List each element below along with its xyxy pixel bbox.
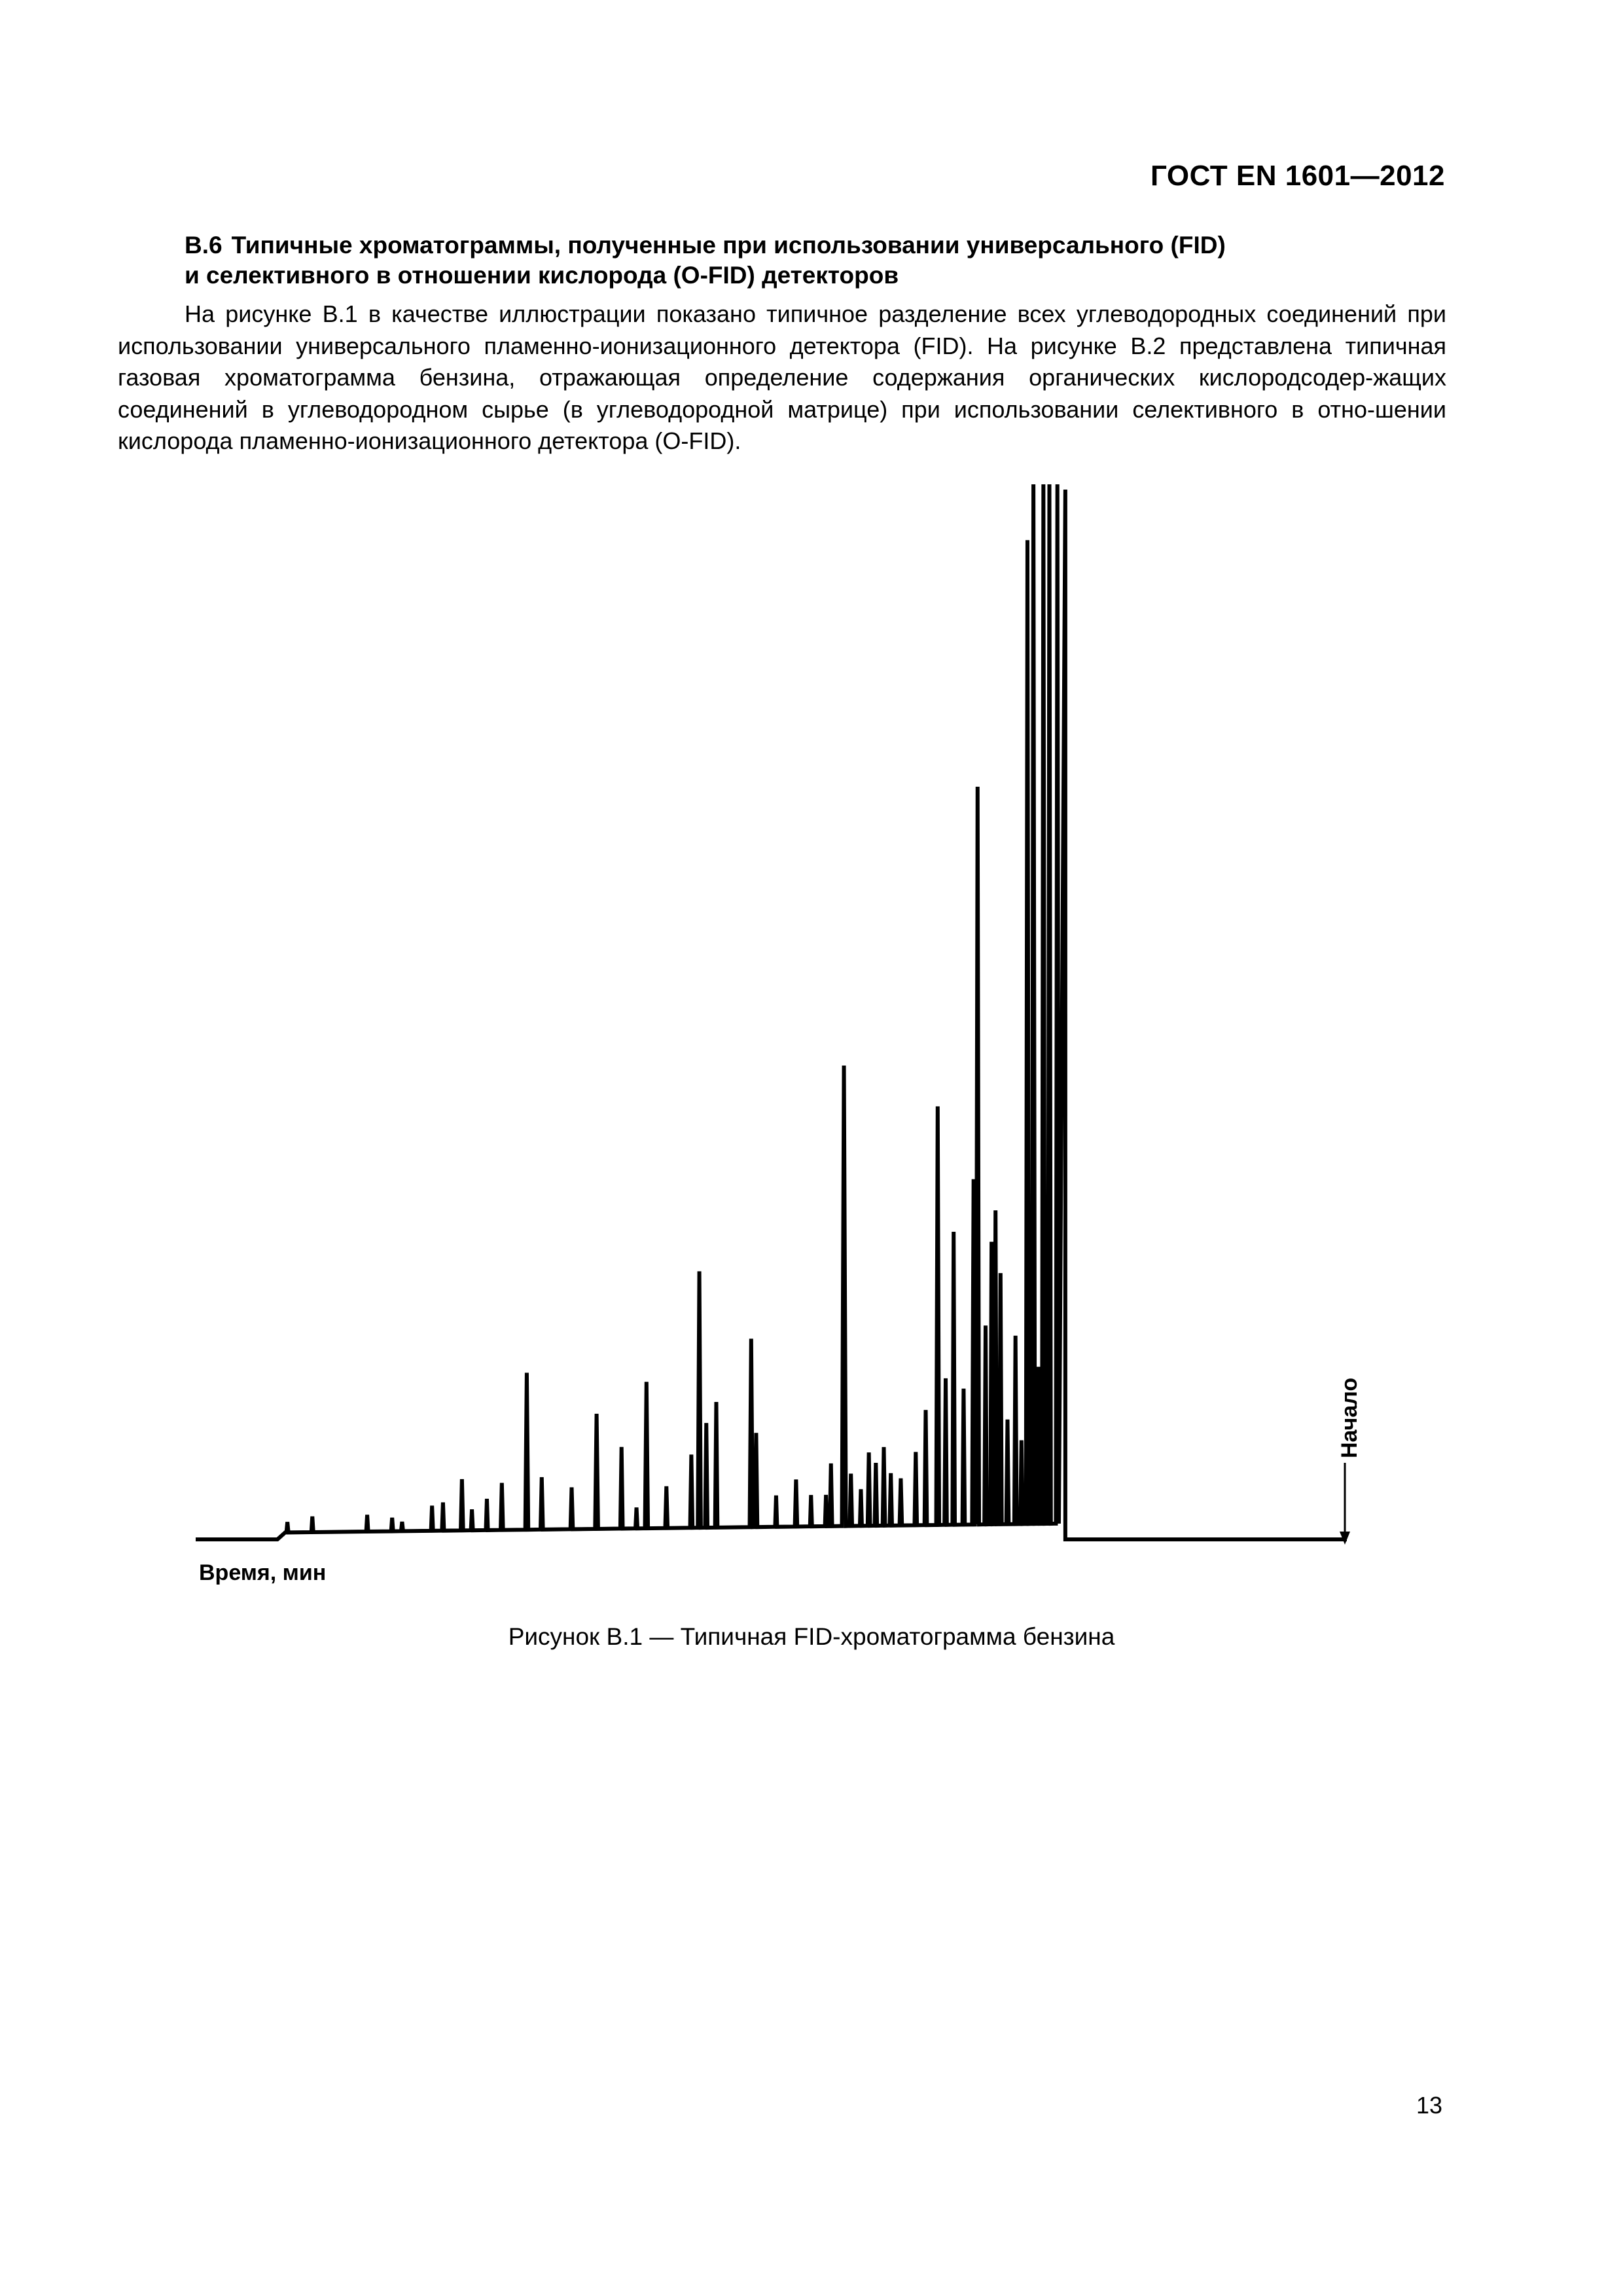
section-number: B.6 (185, 232, 223, 259)
body-paragraph: На рисунке В.1 в качестве иллюстрации показано типичное разделение всех углеводородных соединений при использовании универсального пламенно-ионизационного детектора (FID). На рисунке В.2 представлена типичная газовая хроматограмма бензина, отражающая определение содержания органических кислородсодер-жащих соединений в углеводородном сырье (в углеводородной матрице) при использовании селективного в отно-шении кислорода пламенно-ионизационного детектора (O-FID). (118, 300, 1446, 454)
page-header: ГОСТ EN 1601—2012 (1150, 160, 1445, 192)
section-heading (185, 230, 1363, 291)
start-label: Начало (1337, 1377, 1362, 1458)
figure-caption: Рисунок В.1 — Типичная FID-хроматограмма бензина (508, 1623, 1115, 1650)
chromatogram-chart (190, 484, 1381, 1610)
section-heading-line-1 (185, 230, 1363, 260)
fid-signal-line (198, 484, 1345, 1539)
time-axis-label: Время, мин (199, 1560, 327, 1585)
section-title-line-2: и селективного в отношении кислорода (O-FID) детекторов (185, 262, 899, 289)
page-number: 13 (1416, 2092, 1442, 2119)
chromatogram-figure (190, 484, 1381, 1610)
section-title-line-1: Типичные хроматограммы, полученные при использовании универсального (FID) (231, 232, 1226, 259)
